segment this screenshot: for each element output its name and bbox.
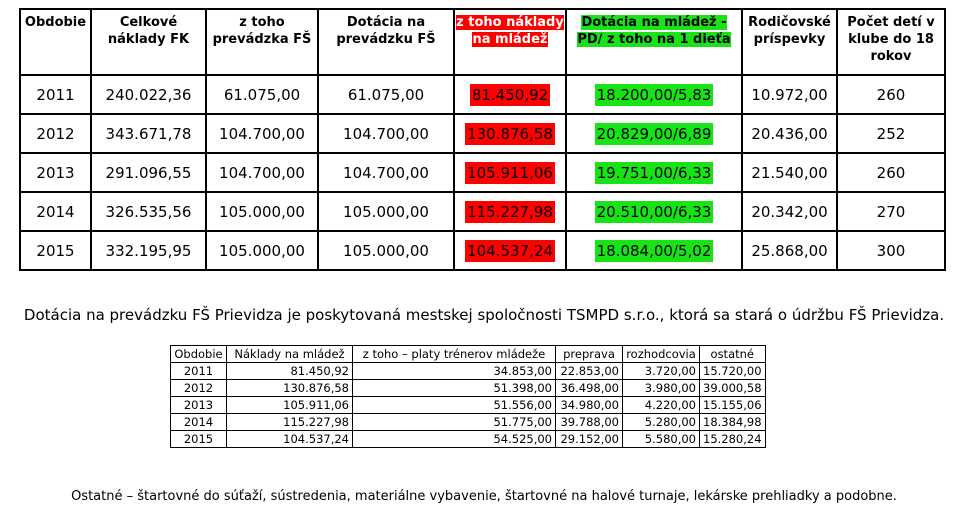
detail-table-row xyxy=(171,380,766,397)
cell-rodicovske-prispevky: 20.342,00 xyxy=(742,192,837,231)
cell-obdobie: 2013 xyxy=(20,153,91,192)
cell-celkove-naklady: 240.022,36 xyxy=(91,75,206,114)
detail-table-row xyxy=(171,431,766,448)
cell-prevadzka-fs: 104.700,00 xyxy=(206,114,318,153)
youth-costs-detail-table xyxy=(170,345,766,448)
header-dotacia-prevadzka: Dotácia na prevádzku FŠ xyxy=(318,9,454,75)
cell-obdobie: 2014 xyxy=(20,192,91,231)
cell-dotacia-prevadzka: 61.075,00 xyxy=(318,75,454,114)
detail-header-rozhodcovia: rozhodcovia xyxy=(623,346,700,363)
detail-cell-platy-trenerov: 34.853,00 xyxy=(353,363,556,380)
detail-table-row xyxy=(171,363,766,380)
cell-obdobie: 2015 xyxy=(20,231,91,270)
main-table-row xyxy=(20,153,945,192)
detail-cell-preprava: 34.980,00 xyxy=(556,397,623,414)
detail-cell-ostatne: 15.155,06 xyxy=(700,397,766,414)
detail-cell-rozhodcovia: 3.980,00 xyxy=(623,380,700,397)
detail-header-obdobie: Obdobie xyxy=(171,346,227,363)
detail-cell-obdobie: 2012 xyxy=(171,380,227,397)
cell-dotacia-prevadzka: 104.700,00 xyxy=(318,153,454,192)
header-prevadzka-fs: z toho prevádzka FŠ xyxy=(206,9,318,75)
cell-pocet-deti: 260 xyxy=(837,153,945,192)
header-celkove-naklady: Celkové náklady FK xyxy=(91,9,206,75)
detail-table-row xyxy=(171,414,766,431)
detail-cell-preprava: 29.152,00 xyxy=(556,431,623,448)
detail-cell-ostatne: 18.384,98 xyxy=(700,414,766,431)
detail-cell-obdobie: 2015 xyxy=(171,431,227,448)
cell-dotacia-mladez: 19.751,00/6,33 xyxy=(566,153,742,192)
header-obdobie: Obdobie xyxy=(20,9,91,75)
cell-naklady-mladez: 115.227,98 xyxy=(454,192,566,231)
detail-cell-platy-trenerov: 51.556,00 xyxy=(353,397,556,414)
cell-pocet-deti: 252 xyxy=(837,114,945,153)
detail-cell-naklady-mladez: 81.450,92 xyxy=(227,363,353,380)
detail-header-ostatne: ostatné xyxy=(700,346,766,363)
detail-cell-obdobie: 2011 xyxy=(171,363,227,380)
cell-pocet-deti: 270 xyxy=(837,192,945,231)
cell-dotacia-mladez: 18.200,00/5,83 xyxy=(566,75,742,114)
header-naklady-mladez: z toho náklady na mládež xyxy=(454,9,566,75)
cell-celkove-naklady: 291.096,55 xyxy=(91,153,206,192)
cell-naklady-mladez: 81.450,92 xyxy=(454,75,566,114)
cell-prevadzka-fs: 104.700,00 xyxy=(206,153,318,192)
cell-obdobie: 2012 xyxy=(20,114,91,153)
cell-celkove-naklady: 326.535,56 xyxy=(91,192,206,231)
footer-note: Ostatné – štartovné do súťaží, sústredenia, materiálne vybavenie, štartovné na halové turnaje, lekárske prehliadky a podobne. xyxy=(71,489,897,504)
detail-table-row xyxy=(171,397,766,414)
cell-prevadzka-fs: 105.000,00 xyxy=(206,231,318,270)
cell-dotacia-mladez: 18.084,00/5,02 xyxy=(566,231,742,270)
cell-prevadzka-fs: 61.075,00 xyxy=(206,75,318,114)
detail-cell-rozhodcovia: 4.220,00 xyxy=(623,397,700,414)
detail-cell-platy-trenerov: 51.398,00 xyxy=(353,380,556,397)
detail-cell-platy-trenerov: 54.525,00 xyxy=(353,431,556,448)
cell-dotacia-prevadzka: 105.000,00 xyxy=(318,192,454,231)
detail-header-platy-trenerov: z toho – platy trénerov mládeže xyxy=(353,346,556,363)
cell-obdobie: 2011 xyxy=(20,75,91,114)
detail-cell-ostatne: 39.000,58 xyxy=(700,380,766,397)
detail-cell-ostatne: 15.720,00 xyxy=(700,363,766,380)
cell-rodicovske-prispevky: 20.436,00 xyxy=(742,114,837,153)
detail-table-header-row xyxy=(171,346,766,363)
main-table-row xyxy=(20,192,945,231)
cell-dotacia-prevadzka: 104.700,00 xyxy=(318,114,454,153)
header-rodicovske-prispevky: Rodičovské príspevky xyxy=(742,9,837,75)
header-pocet-deti: Počet detí v klube do 18 rokov xyxy=(837,9,945,75)
detail-cell-obdobie: 2014 xyxy=(171,414,227,431)
subsidy-note: Dotácia na prevádzku FŠ Prievidza je poskytovaná mestskej spoločnosti TSMPD s.r.o., ktorá sa stará o údržbu FŠ Prievidza. xyxy=(23,306,945,324)
main-table-header-row xyxy=(20,9,945,75)
detail-header-preprava: preprava xyxy=(556,346,623,363)
cell-naklady-mladez: 130.876,58 xyxy=(454,114,566,153)
cell-celkove-naklady: 343.671,78 xyxy=(91,114,206,153)
detail-cell-ostatne: 15.280,24 xyxy=(700,431,766,448)
cell-celkove-naklady: 332.195,95 xyxy=(91,231,206,270)
detail-cell-naklady-mladez: 130.876,58 xyxy=(227,380,353,397)
detail-cell-preprava: 36.498,00 xyxy=(556,380,623,397)
detail-cell-preprava: 22.853,00 xyxy=(556,363,623,380)
cell-pocet-deti: 300 xyxy=(837,231,945,270)
detail-cell-obdobie: 2013 xyxy=(171,397,227,414)
cell-dotacia-mladez: 20.510,00/6,33 xyxy=(566,192,742,231)
cell-rodicovske-prispevky: 10.972,00 xyxy=(742,75,837,114)
detail-cell-naklady-mladez: 105.911,06 xyxy=(227,397,353,414)
detail-cell-naklady-mladez: 104.537,24 xyxy=(227,431,353,448)
cell-dotacia-prevadzka: 105.000,00 xyxy=(318,231,454,270)
detail-cell-rozhodcovia: 5.580,00 xyxy=(623,431,700,448)
cell-dotacia-mladez: 20.829,00/6,89 xyxy=(566,114,742,153)
cell-prevadzka-fs: 105.000,00 xyxy=(206,192,318,231)
cell-naklady-mladez: 105.911,06 xyxy=(454,153,566,192)
cell-rodicovske-prispevky: 25.868,00 xyxy=(742,231,837,270)
detail-cell-naklady-mladez: 115.227,98 xyxy=(227,414,353,431)
header-dotacia-mladez: Dotácia na mládež - PD/ z toho na 1 dieťa xyxy=(566,9,742,75)
detail-cell-preprava: 39.788,00 xyxy=(556,414,623,431)
detail-header-naklady-mladez: Náklady na mládež xyxy=(227,346,353,363)
main-table-row xyxy=(20,231,945,270)
detail-cell-rozhodcovia: 3.720,00 xyxy=(623,363,700,380)
cell-pocet-deti: 260 xyxy=(837,75,945,114)
detail-cell-platy-trenerov: 51.775,00 xyxy=(353,414,556,431)
detail-cell-rozhodcovia: 5.280,00 xyxy=(623,414,700,431)
main-table-row xyxy=(20,114,945,153)
cell-rodicovske-prispevky: 21.540,00 xyxy=(742,153,837,192)
cell-naklady-mladez: 104.537,24 xyxy=(454,231,566,270)
main-costs-table xyxy=(19,8,946,271)
main-table-row xyxy=(20,75,945,114)
